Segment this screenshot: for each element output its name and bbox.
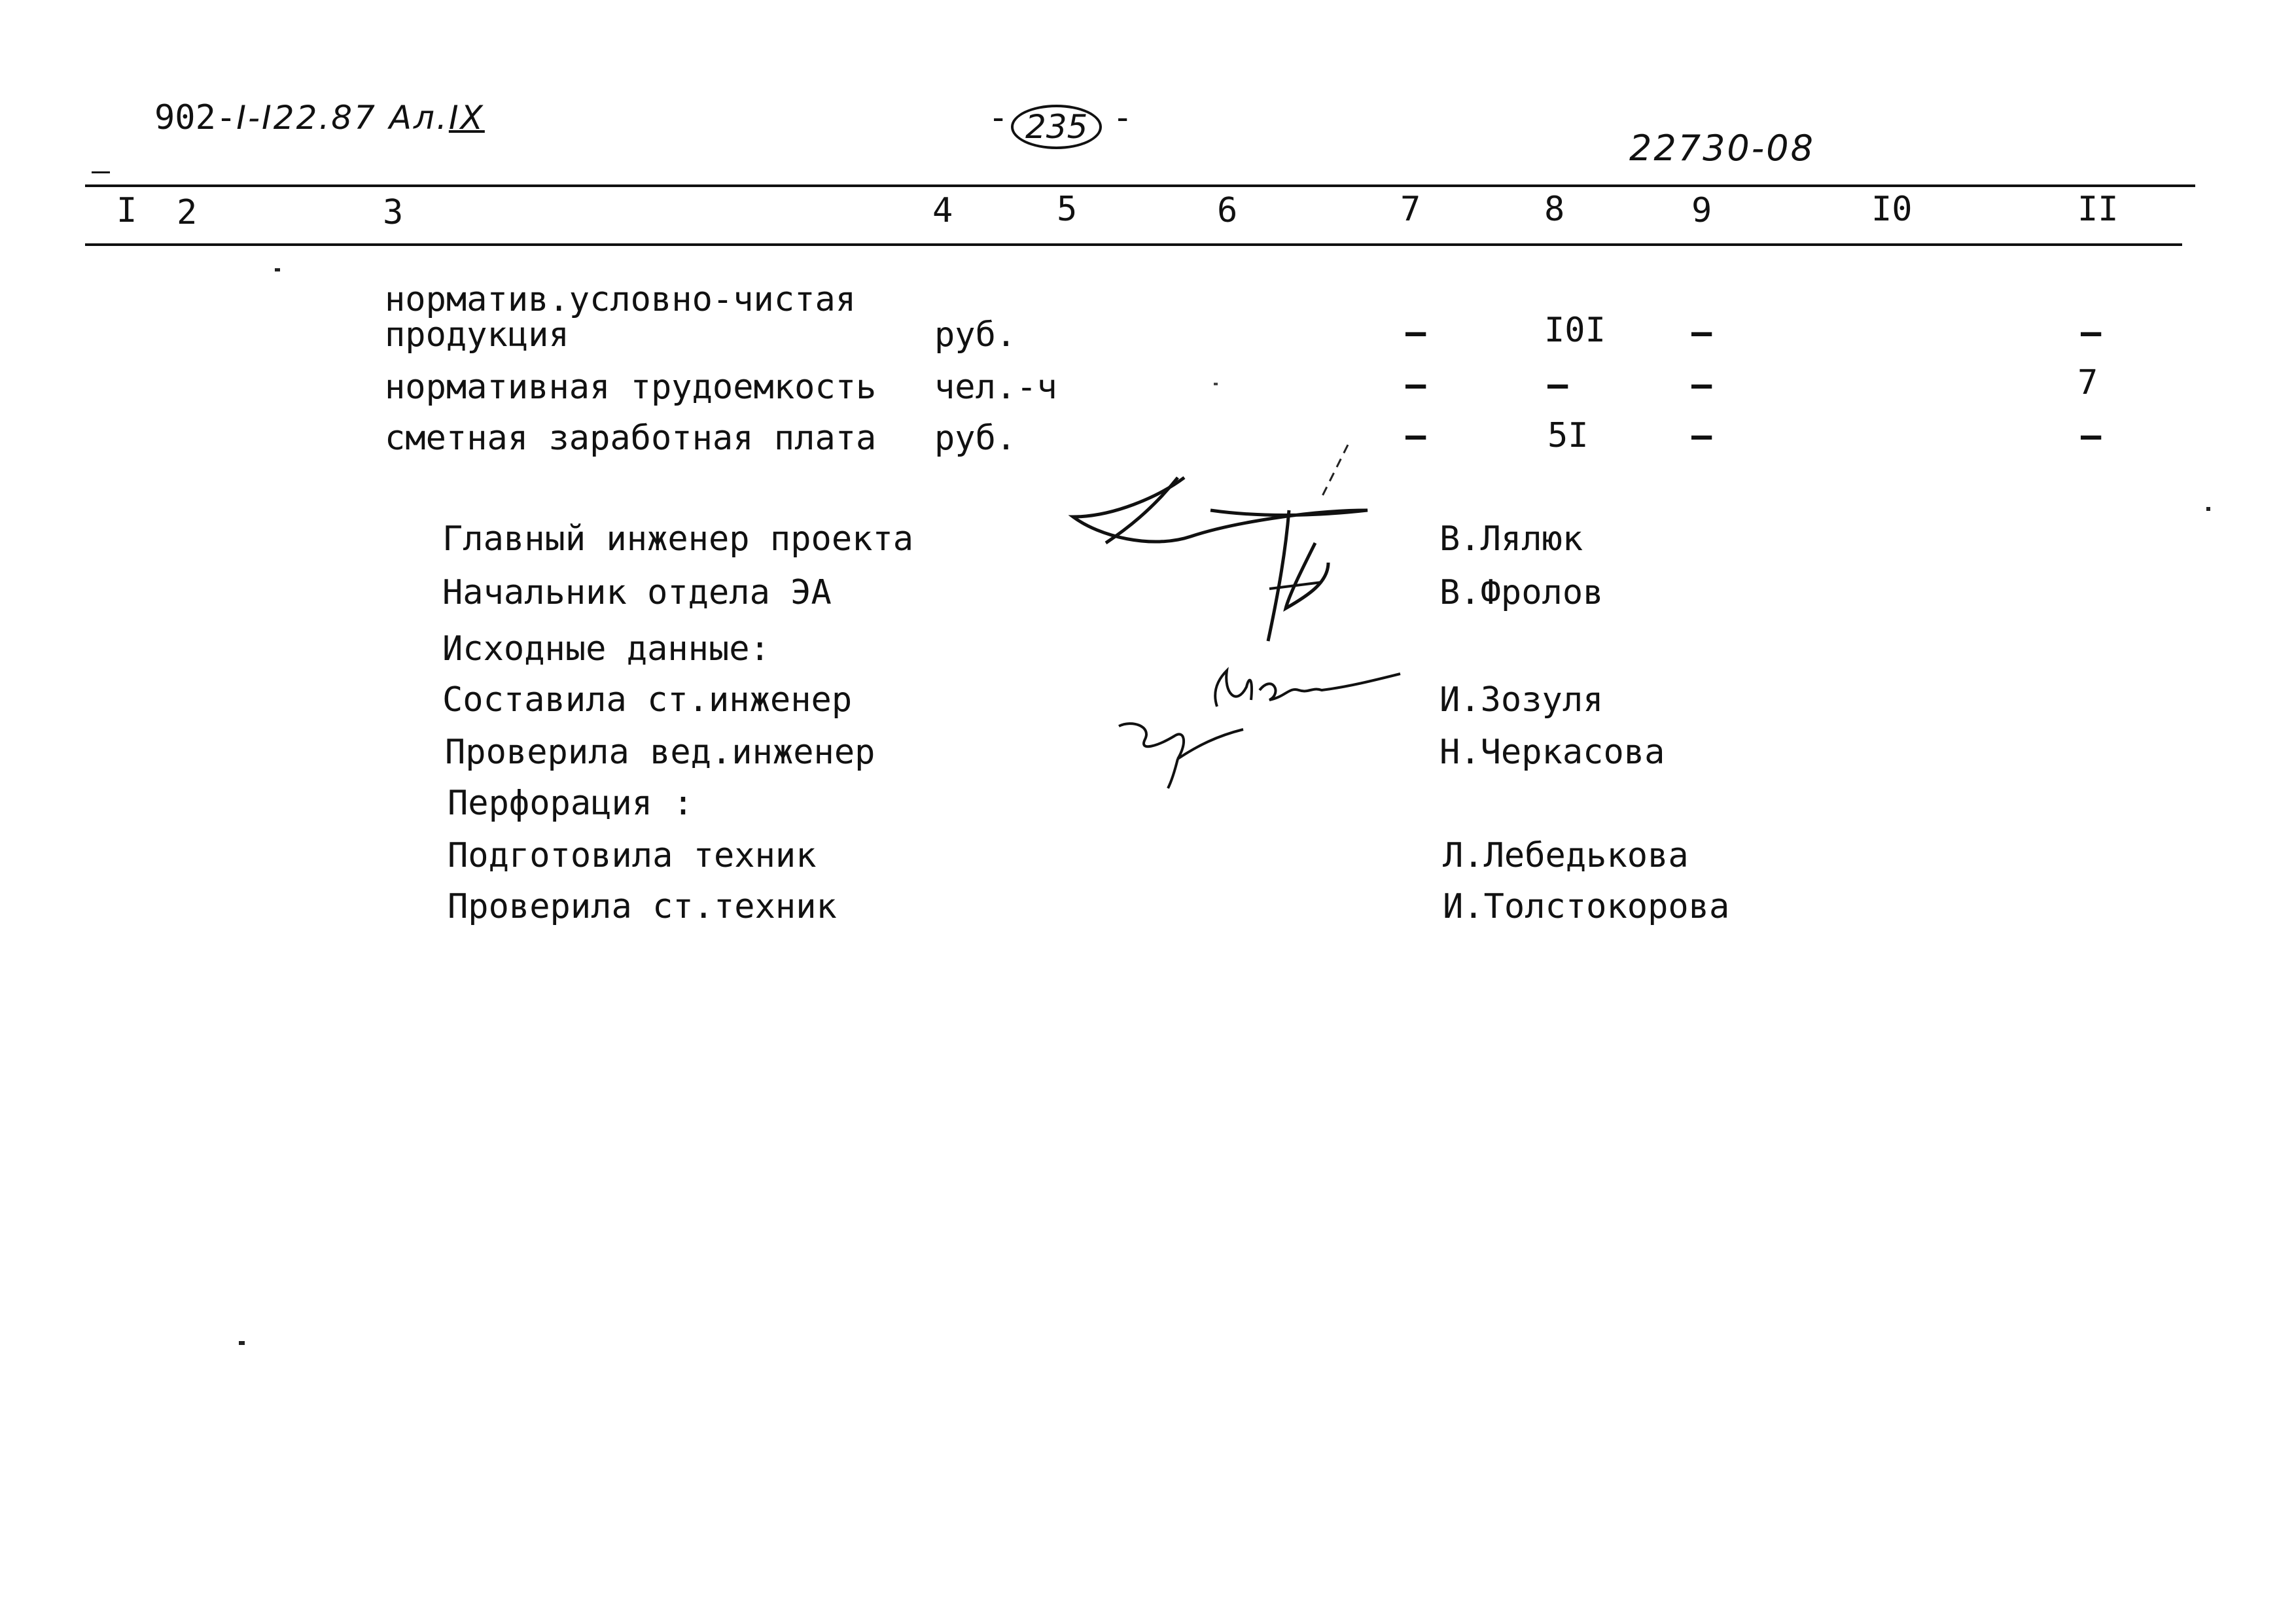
doc-code-sheet: IX (448, 99, 485, 137)
row-col9: – (1691, 365, 1712, 404)
row-col7: – (1405, 365, 1426, 404)
top-rule (85, 184, 2195, 187)
row-col8: I0I (1544, 311, 1606, 350)
row-unit: руб. (934, 419, 1017, 458)
column-header-8: 8 (1544, 190, 1565, 229)
signature-role: Начальник отдела ЭА (442, 573, 832, 612)
scan-dot (1214, 383, 1218, 385)
page-number-right-dash: - (1112, 98, 1133, 137)
signature-scribble-engineers (1112, 661, 1413, 798)
column-header-11: II (2077, 190, 2119, 229)
signature-scribble-chief-engineer (1060, 438, 1400, 654)
row-col8: – (1547, 365, 1568, 404)
row-col11: – (2081, 313, 2102, 352)
column-header-9: 9 (1691, 191, 1712, 230)
signature-name: В.Фролов (1439, 573, 1604, 612)
scan-dot (239, 1341, 245, 1345)
signature-name: В.Лялюк (1439, 519, 1583, 559)
row-col7: – (1405, 313, 1426, 352)
signature-section-heading: Исходные данные: (442, 629, 770, 669)
row-unit: чел.-ч (934, 368, 1057, 407)
row-col9: – (1691, 313, 1712, 352)
column-header-7: 7 (1400, 190, 1421, 229)
signature-name: И.Зозуля (1439, 680, 1604, 720)
scan-dot (2206, 507, 2210, 511)
column-header-10: I0 (1871, 190, 1913, 229)
signature-role: Главный инженер проекта (442, 519, 914, 559)
row-name-line1: сметная заработная плата (385, 419, 877, 458)
scan-dot (275, 268, 280, 271)
signature-role: Составила ст.инженер (442, 680, 853, 720)
row-name-line1: нормативная трудоемкость (385, 368, 877, 407)
row-name-line1: норматив.условно-чистая (385, 280, 857, 319)
page-number-left-dash: - (988, 98, 1009, 137)
column-header-1: I (116, 191, 137, 230)
signature-section-heading: Перфорация : (448, 784, 694, 823)
row-name-line2: продукция (385, 315, 569, 355)
header-bottom-rule (85, 243, 2182, 246)
signature-role: Подготовила техник (448, 836, 817, 875)
row-col9: – (1691, 416, 1712, 455)
column-header-3: 3 (383, 193, 404, 232)
row-col11: – (2081, 416, 2102, 455)
signature-role: Проверила вед.инженер (445, 733, 875, 772)
doc-code-main: I-I22.87 Ал. (236, 99, 449, 137)
archive-number: 22730-08 (1629, 128, 1815, 169)
signature-name: И.Толстокорова (1443, 887, 1730, 926)
row-col8: 5I (1547, 416, 1589, 455)
signature-name: Л.Лебедькова (1443, 836, 1689, 875)
page-number: 235 (1011, 105, 1102, 149)
signature-role: Проверила ст.техник (448, 887, 837, 926)
column-header-4: 4 (932, 191, 953, 230)
top-rule-stub (92, 171, 110, 173)
row-col11: 7 (2077, 363, 2098, 402)
row-unit: руб. (934, 315, 1017, 355)
doc-code-prefix: 902- (154, 98, 237, 137)
signature-name: Н.Черкасова (1439, 733, 1665, 772)
column-header-2: 2 (177, 193, 198, 232)
column-header-6: 6 (1217, 191, 1238, 230)
doc-code (154, 98, 485, 137)
row-col7: – (1405, 416, 1426, 455)
column-header-5: 5 (1057, 190, 1078, 229)
